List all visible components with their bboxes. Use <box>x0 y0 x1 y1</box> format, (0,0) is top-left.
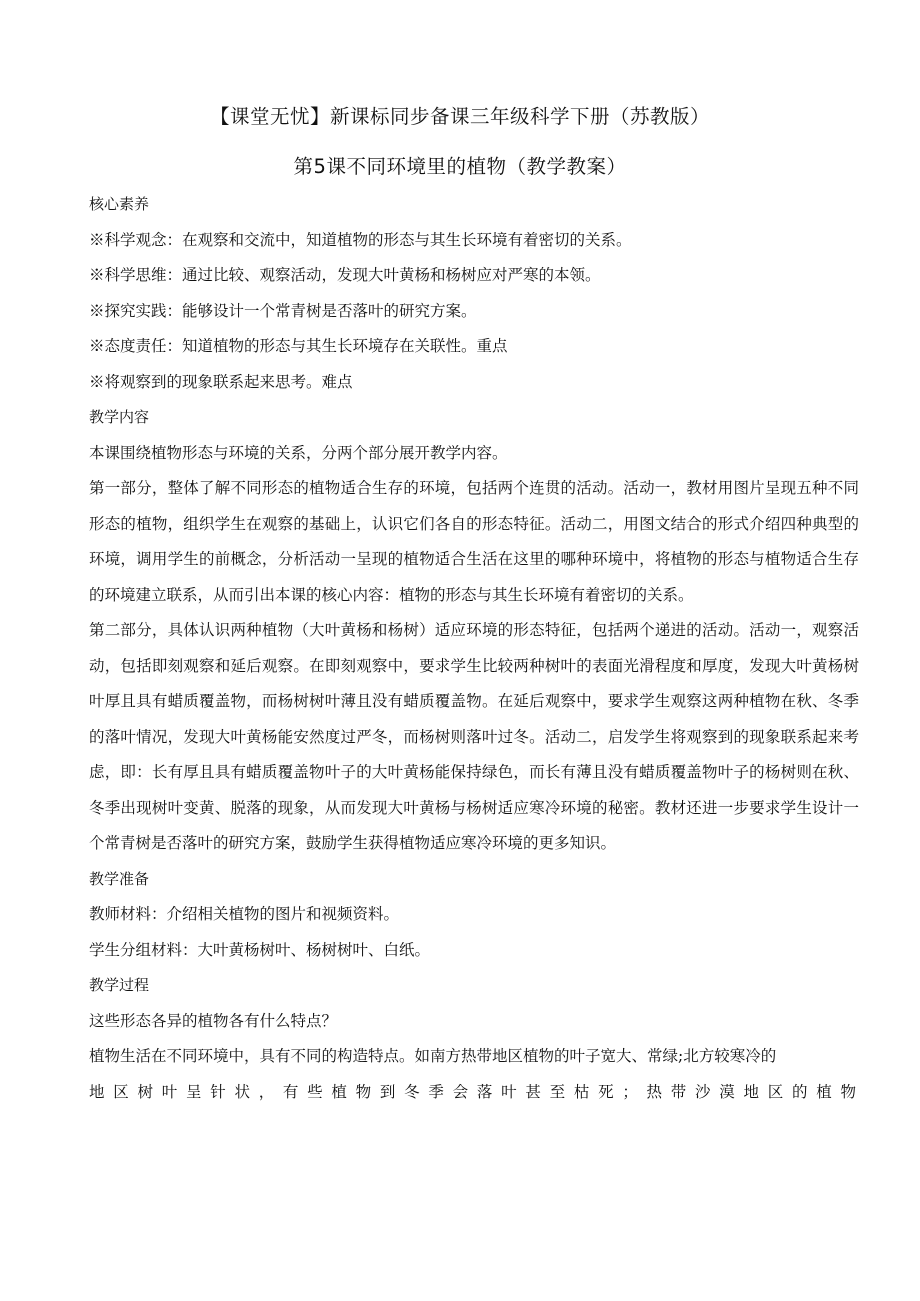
preparation-item: 教师材料：介绍相关植物的图片和视频资料。 <box>89 905 400 923</box>
section-heading-teaching-process: 教学过程 <box>89 976 150 994</box>
preparation-item: 学生分组材料：大叶黄杨树叶、杨树树叶、白纸。 <box>89 940 431 959</box>
document-body <box>89 187 859 1110</box>
process-paragraph: 植物生活在不同环境中，具有不同的构造特点。如南方热带地区植物的叶子宽大、常绿;北方较寒冷的 <box>89 1047 777 1065</box>
teaching-content-paragraph: 第一部分，整体了解不同形态的植物适合生存的环境，包括两个连贯的活动。活动一，教材用图片呈现五种不同形态的植物，组织学生在观察的基础上，认识它们各自的形态特征。活动二，用图文结合的形式介绍四种典型的环境，调用学生的前概念，分析活动一呈现的植物适合生活在这里的哪种环境中，将植物的形态与植物适合生存的环境建立联系，从而引出本课的核心内容：植物的形态与其生长环境有着密切的关系。 <box>89 479 859 604</box>
section-heading-core-literacy: 核心素养 <box>89 195 150 213</box>
core-literacy-item: ※科学思维：通过比较、观察活动，发现大叶黄杨和杨树应对严寒的本领。 <box>89 266 601 284</box>
core-literacy-item: ※态度责任：知道植物的形态与其生长环境存在关联性。重点 <box>89 337 508 355</box>
core-literacy-item: ※将观察到的现象联系起来思考。难点 <box>89 372 353 391</box>
section-heading-teaching-content: 教学内容 <box>89 408 150 426</box>
core-literacy-item: ※科学观念：在观察和交流中，知道植物的形态与其生长环境有着密切的关系。 <box>89 230 632 249</box>
lesson-title: 第5课不同环境里的植物（教学教案） <box>293 155 627 178</box>
teaching-content-paragraph: 本课围绕植物形态与环境的关系，分两个部分展开教学内容。 <box>89 443 508 462</box>
document-title: 【课堂无忧】新课标同步备课三年级科学下册（苏教版） <box>209 105 710 128</box>
core-literacy-item: ※探究实践：能够设计一个常青树是否落叶的研究方案。 <box>89 301 477 320</box>
teaching-content-paragraph: 第二部分，具体认识两种植物（大叶黄杨和杨树）适应环境的形态特征，包括两个递进的活动。活动一，观察活动，包括即刻观察和延后观察。在即刻观察中，要求学生比较两种树叶的表面光滑程度和厚度，发现大叶黄杨树叶厚且具有蜡质覆盖物，而杨树树叶薄且没有蜡质覆盖物。在延后观察中，要求学生观察这两种植物在秋、冬季的落叶情况，发现大叶黄杨能安然度过严冬，而杨树则落叶过冬。活动二，启发学生将观察到的现象联系起来考虑，即：长有厚且具有蜡质覆盖物叶子的大叶黄杨能保持绿色，而长有薄且没有蜡质覆盖物叶子的杨树则在秋、冬季出现树叶变黄、脱落的现象，从而发现大叶黄杨与杨树适应寒冷环境的秘密。教材还进一步要求学生设计一个常青树是否落叶的研究方案，鼓励学生获得植物适应寒冷环境的更多知识。 <box>89 621 859 852</box>
process-question: 这些形态各异的植物各有什么特点？ <box>89 1011 338 1030</box>
process-paragraph-continued: 地区树叶呈针状，有些植物到冬季会落叶甚至枯死；热带沙漠地区的植物 <box>89 1082 859 1101</box>
section-heading-teaching-preparation: 教学准备 <box>89 869 150 888</box>
